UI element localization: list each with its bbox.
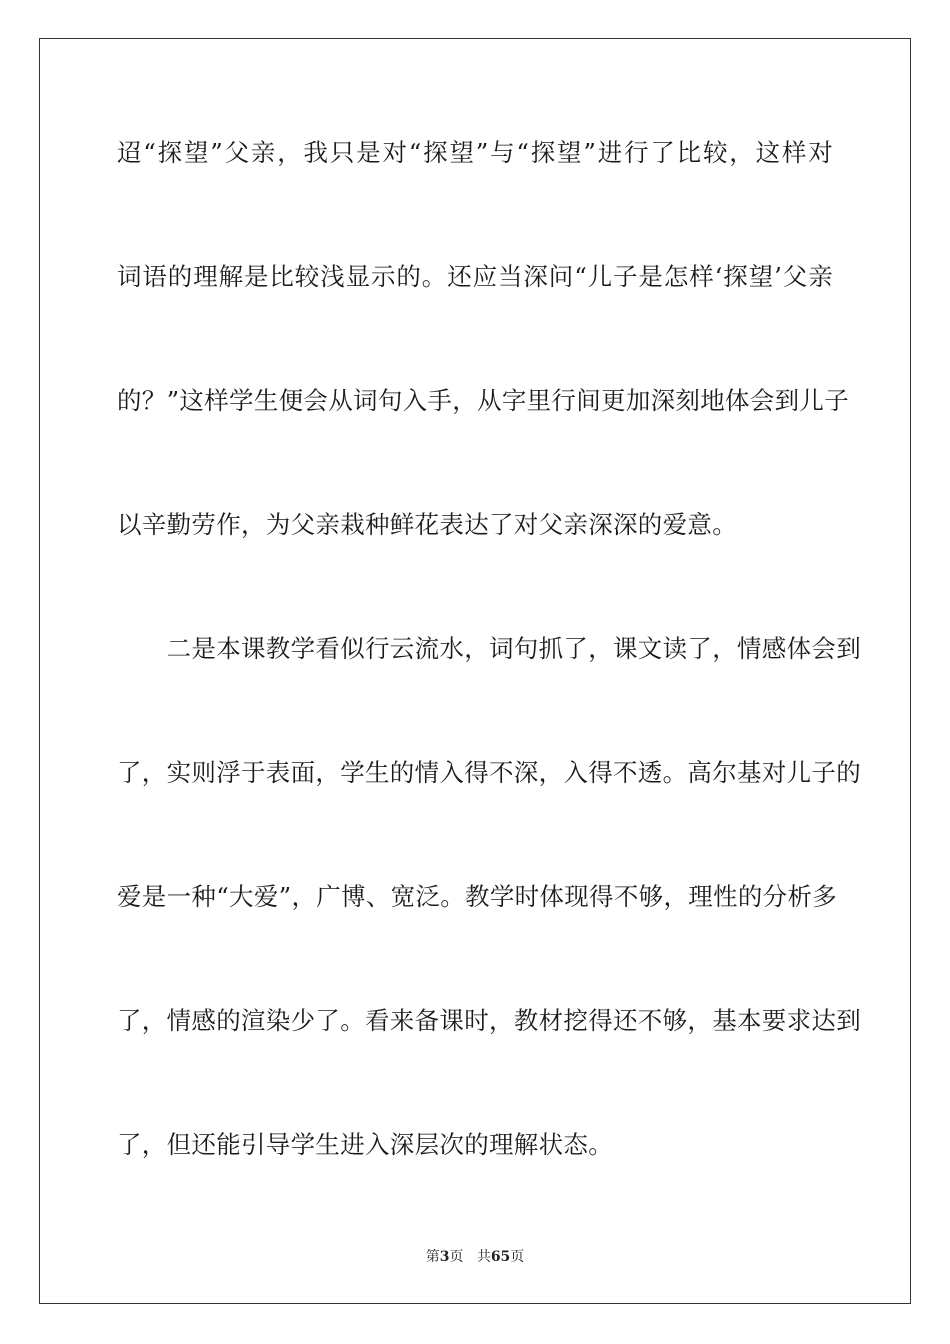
- footer-total-pages: 65: [490, 1249, 511, 1265]
- page-border: [39, 38, 911, 1304]
- body-line-8: 了，情感的渲染少了。看来备课时，教材挖得还不够，基本要求达到: [117, 1006, 861, 1035]
- body-line-9: 了，但还能引导学生进入深层次的理解状态。: [117, 1130, 613, 1159]
- footer-total-prefix: 共: [476, 1249, 491, 1265]
- footer-page-number: 3: [439, 1249, 450, 1265]
- footer-total-suffix: 页: [510, 1249, 525, 1265]
- footer-page-suffix: 页: [449, 1249, 464, 1265]
- body-line-3: 的？”这样学生便会从词句入手，从字里行间更加深刻地体会到儿子: [117, 386, 850, 415]
- body-line-2: 词语的理解是比较浅显示的。还应当深问“儿子是怎样‘探望’父亲: [117, 262, 833, 291]
- body-line-1: 迢“探望”父亲，我只是对“探望”与“探望”进行了比较，这样对: [117, 138, 833, 167]
- footer-page-prefix: 第: [425, 1249, 440, 1265]
- body-line-6: 了，实则浮于表面，学生的情入得不深，入得不透。高尔基对儿子的: [117, 758, 861, 787]
- body-line-7: 爱是一种“大爱”，广博、宽泛。教学时体现得不够，理性的分析多: [117, 882, 838, 911]
- page-footer: [0, 1248, 950, 1266]
- body-line-4: 以辛勤劳作，为父亲栽种鲜花表达了对父亲深深的爱意。: [117, 510, 737, 539]
- body-line-5: 二是本课教学看似行云流水，词句抓了，课文读了，情感体会到: [117, 634, 861, 663]
